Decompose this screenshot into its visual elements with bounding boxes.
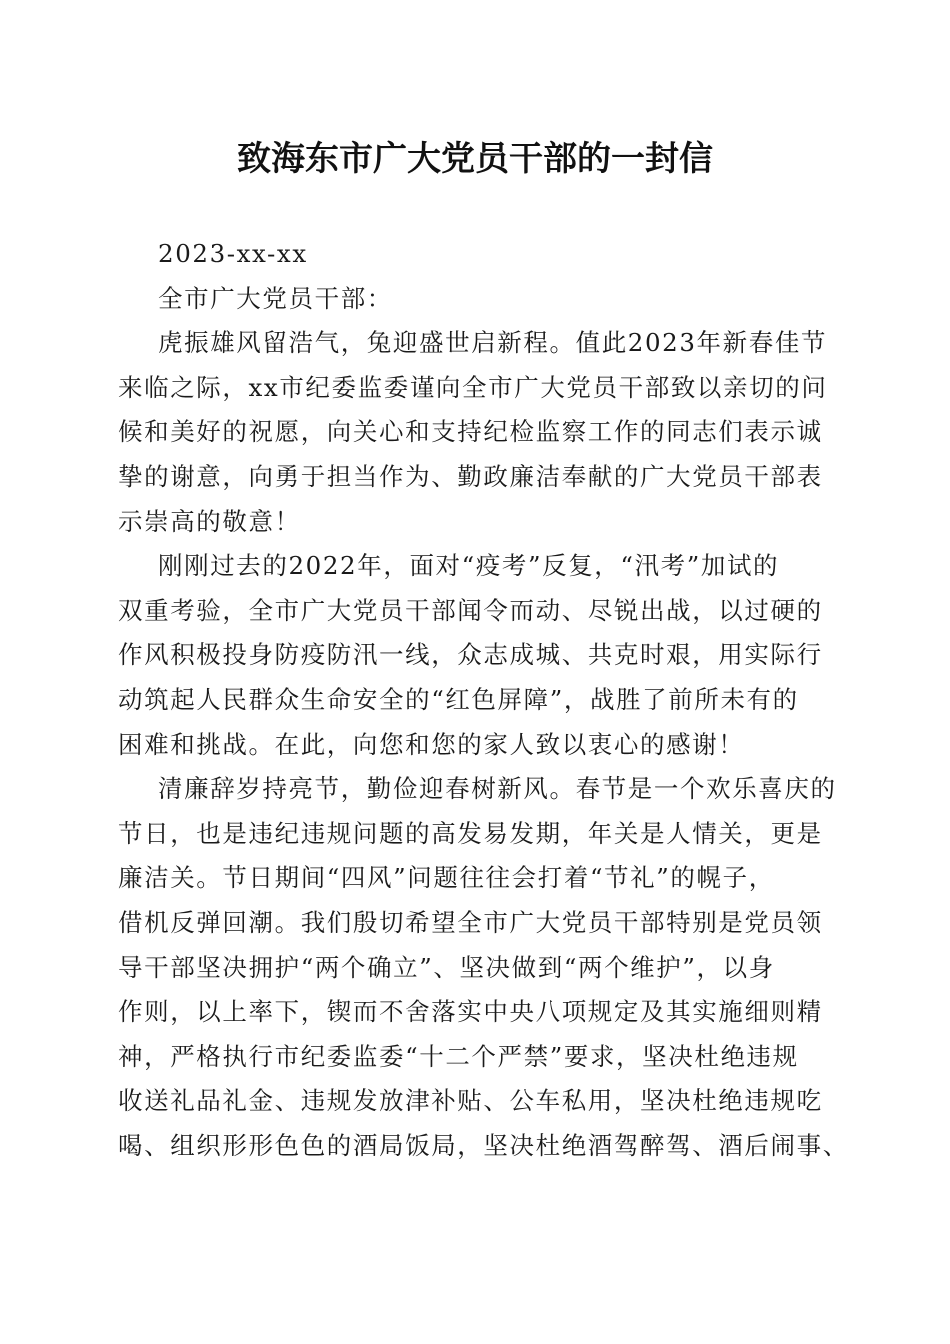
paragraph-line: 双重考验，全市广大党员干部闻令而动、尽锐出战，以过硬的 [118,595,823,625]
paragraph-2 [118,544,834,767]
paragraph-line: 清廉辞岁持亮节，勤俭迎春树新风。春节是一个欢乐喜庆的 [158,774,837,804]
document-title: 致海东市广大党员干部的一封信 [237,139,713,179]
paragraph-line: 节日，也是违纪违规问题的高发易发期，年关是人情关，更是 [118,818,823,848]
paragraph-1 [118,321,834,544]
document-date: 2023-xx-xx [158,239,308,268]
paragraph-line: 挚的谢意，向勇于担当作为、勤政廉洁奉献的广大党员干部表 [118,461,823,491]
paragraph-3 [118,767,849,1168]
paragraph-line: 作则，以上率下，锲而不舍落实中央八项规定及其实施细则精 [118,997,823,1027]
paragraph-line: 借机反弹回潮。我们殷切希望全市广大党员干部特别是党员领 [118,907,823,937]
paragraph-line: 来临之际，xx市纪委监委谨向全市广大党员干部致以亲切的问 [118,372,828,402]
paragraph-line: 困难和挑战。在此，向您和您的家人致以衷心的感谢！ [118,729,745,759]
paragraph-line: 廉洁关。节日期间“四风”问题往往会打着“节礼”的幌子， [118,863,775,893]
paragraph-line: 刚刚过去的2022年，面对“疫考”反复，“汛考”加试的 [158,551,780,581]
paragraph-line: 虎振雄风留浩气，兔迎盛世启新程。值此2023年新春佳节 [158,328,828,358]
paragraph-line: 神，严格执行市纪委监委“十二个严禁”要求，坚决杜绝违规 [118,1041,799,1071]
paragraph-line: 喝、组织形形色色的酒局饭局，坚决杜绝酒驾醉驾、酒后闹事、 [118,1130,849,1160]
paragraph-line: 导干部坚决拥护“两个确立”、坚决做到“两个维护”，以身 [118,952,775,982]
paragraph-line: 示崇高的敬意！ [118,506,301,536]
document-body [118,232,849,1168]
paragraph-line: 候和美好的祝愿，向关心和支持纪检监察工作的同志们表示诚 [118,417,823,447]
paragraph-line: 动筑起人民群众生命安全的“红色屏障”，战胜了前所未有的 [118,684,799,714]
salutation: 全市广大党员干部： [158,283,393,313]
paragraph-line: 收送礼品礼金、违规发放津补贴、公车私用，坚决杜绝违规吃 [118,1086,823,1116]
paragraph-line: 作风积极投身防疫防汛一线，众志成城、共克时艰，用实际行 [118,640,823,670]
